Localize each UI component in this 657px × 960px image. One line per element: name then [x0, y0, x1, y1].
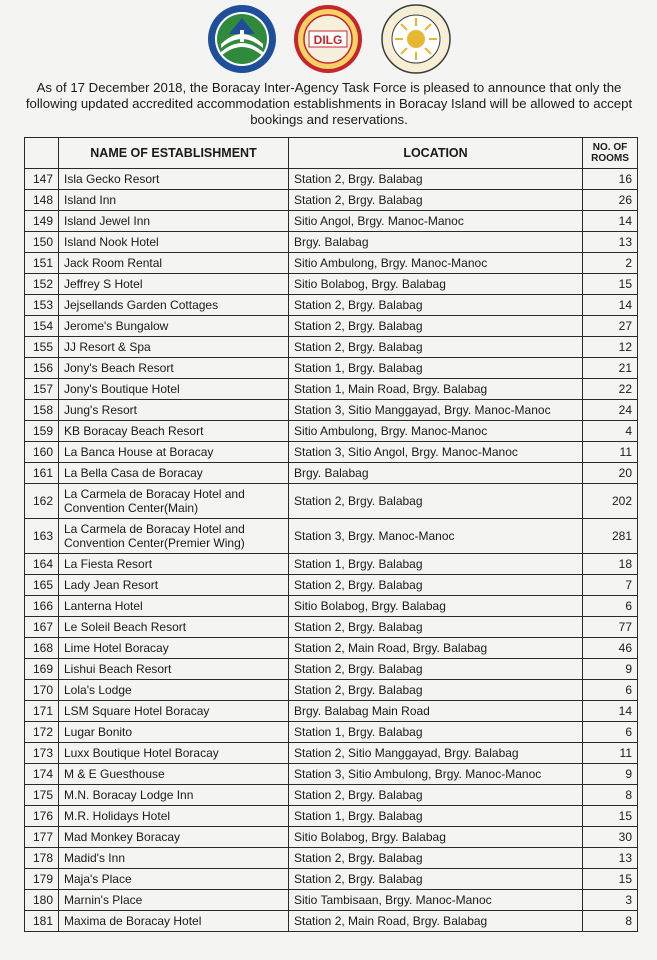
room-count: 9 — [583, 659, 638, 680]
establishment-location: Station 2, Main Road, Brgy. Balabag — [289, 911, 583, 932]
row-number: 166 — [25, 596, 59, 617]
row-number: 171 — [25, 701, 59, 722]
establishment-name: Luxx Boutique Hotel Boracay — [59, 743, 289, 764]
establishment-name: M.N. Boracay Lodge Inn — [59, 785, 289, 806]
table-row — [25, 785, 638, 806]
establishment-location: Station 2, Brgy. Balabag — [289, 316, 583, 337]
establishment-name: Lanterna Hotel — [59, 596, 289, 617]
room-count: 7 — [583, 575, 638, 596]
table-row — [25, 890, 638, 911]
room-count: 11 — [583, 743, 638, 764]
establishment-name: Lady Jean Resort — [59, 575, 289, 596]
room-count: 15 — [583, 869, 638, 890]
room-count: 15 — [583, 274, 638, 295]
room-count: 6 — [583, 680, 638, 701]
room-count: 14 — [583, 211, 638, 232]
table-row — [25, 680, 638, 701]
row-number: 157 — [25, 379, 59, 400]
establishment-location: Station 1, Brgy. Balabag — [289, 358, 583, 379]
row-number: 161 — [25, 463, 59, 484]
table-row — [25, 211, 638, 232]
establishment-name: La Bella Casa de Boracay — [59, 463, 289, 484]
establishment-location: Sitio Bolabog, Brgy. Balabag — [289, 827, 583, 848]
establishment-location: Station 1, Main Road, Brgy. Balabag — [289, 379, 583, 400]
table-row — [25, 722, 638, 743]
establishment-location: Station 2, Brgy. Balabag — [289, 575, 583, 596]
room-count: 202 — [583, 484, 638, 519]
establishment-location: Sitio Ambulong, Brgy. Manoc-Manoc — [289, 421, 583, 442]
room-count: 6 — [583, 722, 638, 743]
establishment-location: Station 3, Sitio Angol, Brgy. Manoc-Manoc — [289, 442, 583, 463]
establishment-name: Jony's Beach Resort — [59, 358, 289, 379]
establishment-location: Brgy. Balabag — [289, 232, 583, 253]
room-count: 2 — [583, 253, 638, 274]
room-count: 22 — [583, 379, 638, 400]
establishment-name: Island Jewel Inn — [59, 211, 289, 232]
establishment-location: Station 1, Brgy. Balabag — [289, 554, 583, 575]
row-number: 159 — [25, 421, 59, 442]
table-row — [25, 806, 638, 827]
establishment-location: Station 2, Brgy. Balabag — [289, 617, 583, 638]
table-row — [25, 554, 638, 575]
header-number — [25, 138, 59, 169]
room-count: 16 — [583, 169, 638, 190]
room-count: 9 — [583, 764, 638, 785]
establishment-location: Sitio Angol, Brgy. Manoc-Manoc — [289, 211, 583, 232]
establishment-location: Station 2, Brgy. Balabag — [289, 337, 583, 358]
table-row — [25, 659, 638, 680]
table-row — [25, 701, 638, 722]
establishment-name: Lishui Beach Resort — [59, 659, 289, 680]
row-number: 149 — [25, 211, 59, 232]
establishment-location: Sitio Ambulong, Brgy. Manoc-Manoc — [289, 253, 583, 274]
establishment-name: La Banca House at Boracay — [59, 442, 289, 463]
table-row — [25, 743, 638, 764]
room-count: 24 — [583, 400, 638, 421]
establishment-location: Sitio Bolabog, Brgy. Balabag — [289, 274, 583, 295]
establishment-location: Sitio Tambisaan, Brgy. Manoc-Manoc — [289, 890, 583, 911]
establishment-location: Station 1, Brgy. Balabag — [289, 806, 583, 827]
establishment-location: Brgy. Balabag Main Road — [289, 701, 583, 722]
room-count: 14 — [583, 701, 638, 722]
row-number: 168 — [25, 638, 59, 659]
table-row — [25, 484, 638, 519]
room-count: 77 — [583, 617, 638, 638]
establishment-name: Jung's Resort — [59, 400, 289, 421]
room-count: 3 — [583, 890, 638, 911]
row-number: 179 — [25, 869, 59, 890]
establishment-name: Marnin's Place — [59, 890, 289, 911]
establishment-location: Station 2, Brgy. Balabag — [289, 869, 583, 890]
row-number: 176 — [25, 806, 59, 827]
row-number: 150 — [25, 232, 59, 253]
establishment-location: Station 2, Brgy. Balabag — [289, 659, 583, 680]
table-row — [25, 848, 638, 869]
row-number: 169 — [25, 659, 59, 680]
announcement-text: As of 17 December 2018, the Boracay Inter-Agency Task Force is pleased to announce that only the following updated accredited accommodation establishments in Boracay Island will be allowed to accept bookings and reservations. — [25, 80, 633, 127]
table-body — [25, 169, 638, 932]
row-number: 160 — [25, 442, 59, 463]
establishment-name: KB Boracay Beach Resort — [59, 421, 289, 442]
establishment-location: Station 2, Brgy. Balabag — [289, 169, 583, 190]
row-number: 155 — [25, 337, 59, 358]
header-name-of-establishment: NAME OF ESTABLISHMENT — [59, 138, 289, 169]
row-number: 173 — [25, 743, 59, 764]
establishment-name: Lola's Lodge — [59, 680, 289, 701]
establishment-name: Island Nook Hotel — [59, 232, 289, 253]
row-number: 167 — [25, 617, 59, 638]
table-row — [25, 463, 638, 484]
establishment-location: Station 2, Sitio Manggayad, Brgy. Balabag — [289, 743, 583, 764]
row-number: 177 — [25, 827, 59, 848]
row-number: 156 — [25, 358, 59, 379]
table-row — [25, 316, 638, 337]
establishment-name: JJ Resort & Spa — [59, 337, 289, 358]
room-count: 46 — [583, 638, 638, 659]
row-number: 180 — [25, 890, 59, 911]
row-number: 151 — [25, 253, 59, 274]
establishment-name: M.R. Holidays Hotel — [59, 806, 289, 827]
room-count: 13 — [583, 232, 638, 253]
establishment-name: Lugar Bonito — [59, 722, 289, 743]
establishment-name: Isla Gecko Resort — [59, 169, 289, 190]
room-count: 12 — [583, 337, 638, 358]
establishment-name: M & E Guesthouse — [59, 764, 289, 785]
establishment-name: Island Inn — [59, 190, 289, 211]
row-number: 158 — [25, 400, 59, 421]
table-row — [25, 253, 638, 274]
establishment-location: Sitio Bolabog, Brgy. Balabag — [289, 596, 583, 617]
row-number: 162 — [25, 484, 59, 519]
table-row — [25, 421, 638, 442]
denr-seal-logo — [207, 4, 277, 74]
establishment-name: Mad Monkey Boracay — [59, 827, 289, 848]
row-number: 163 — [25, 519, 59, 554]
establishment-name: La Carmela de Boracay Hotel and Convention Center(Premier Wing) — [59, 519, 289, 554]
room-count: 14 — [583, 295, 638, 316]
table-row — [25, 596, 638, 617]
table-row — [25, 575, 638, 596]
row-number: 153 — [25, 295, 59, 316]
establishment-location: Station 2, Brgy. Balabag — [289, 295, 583, 316]
row-number: 152 — [25, 274, 59, 295]
row-number: 154 — [25, 316, 59, 337]
table-row — [25, 869, 638, 890]
dot-seal-logo — [381, 4, 451, 74]
row-number: 172 — [25, 722, 59, 743]
room-count: 281 — [583, 519, 638, 554]
room-count: 30 — [583, 827, 638, 848]
establishment-name: Jony's Boutique Hotel — [59, 379, 289, 400]
room-count: 21 — [583, 358, 638, 379]
establishment-name: Maxima de Boracay Hotel — [59, 911, 289, 932]
establishment-location: Station 2, Brgy. Balabag — [289, 680, 583, 701]
establishment-location: Station 3, Brgy. Manoc-Manoc — [289, 519, 583, 554]
table-row — [25, 827, 638, 848]
table-row — [25, 169, 638, 190]
row-number: 170 — [25, 680, 59, 701]
header-location: LOCATION — [289, 138, 583, 169]
room-count: 6 — [583, 596, 638, 617]
row-number: 175 — [25, 785, 59, 806]
room-count: 8 — [583, 911, 638, 932]
establishment-name: Maja's Place — [59, 869, 289, 890]
row-number: 181 — [25, 911, 59, 932]
dilg-seal-logo — [293, 4, 363, 74]
table-row — [25, 911, 638, 932]
establishment-location: Station 2, Brgy. Balabag — [289, 848, 583, 869]
establishment-name: Madid's Inn — [59, 848, 289, 869]
establishment-location: Station 3, Sitio Manggayad, Brgy. Manoc-Manoc — [289, 400, 583, 421]
row-number: 148 — [25, 190, 59, 211]
room-count: 13 — [583, 848, 638, 869]
room-count: 20 — [583, 463, 638, 484]
room-count: 4 — [583, 421, 638, 442]
establishment-name: Lime Hotel Boracay — [59, 638, 289, 659]
establishment-name: Jerome's Bungalow — [59, 316, 289, 337]
establishment-name: Jejsellands Garden Cottages — [59, 295, 289, 316]
table-row — [25, 617, 638, 638]
establishment-location: Station 2, Main Road, Brgy. Balabag — [289, 638, 583, 659]
establishment-location: Station 1, Brgy. Balabag — [289, 722, 583, 743]
table-row — [25, 232, 638, 253]
room-count: 26 — [583, 190, 638, 211]
table-row — [25, 379, 638, 400]
room-count: 11 — [583, 442, 638, 463]
row-number: 165 — [25, 575, 59, 596]
table-row — [25, 638, 638, 659]
table-row — [25, 190, 638, 211]
row-number: 147 — [25, 169, 59, 190]
table-row — [25, 442, 638, 463]
room-count: 8 — [583, 785, 638, 806]
establishment-name: Jack Room Rental — [59, 253, 289, 274]
room-count: 15 — [583, 806, 638, 827]
accredited-establishments-table — [24, 137, 638, 932]
table-row — [25, 764, 638, 785]
table-row — [25, 358, 638, 379]
establishment-location: Brgy. Balabag — [289, 463, 583, 484]
government-logos — [0, 4, 657, 76]
table-row — [25, 337, 638, 358]
row-number: 178 — [25, 848, 59, 869]
svg-text:DILG: DILG — [313, 33, 343, 47]
establishment-name: LSM Square Hotel Boracay — [59, 701, 289, 722]
establishment-location: Station 2, Brgy. Balabag — [289, 484, 583, 519]
establishment-location: Station 3, Sitio Ambulong, Brgy. Manoc-Manoc — [289, 764, 583, 785]
table-row — [25, 400, 638, 421]
table-row — [25, 295, 638, 316]
row-number: 164 — [25, 554, 59, 575]
establishment-name: La Carmela de Boracay Hotel and Convention Center(Main) — [59, 484, 289, 519]
table-row — [25, 519, 638, 554]
establishment-location: Station 2, Brgy. Balabag — [289, 785, 583, 806]
establishment-name: Le Soleil Beach Resort — [59, 617, 289, 638]
room-count: 27 — [583, 316, 638, 337]
establishment-name: La Fiesta Resort — [59, 554, 289, 575]
table-row — [25, 274, 638, 295]
room-count: 18 — [583, 554, 638, 575]
table-header-row — [25, 138, 638, 169]
establishment-name: Jeffrey S Hotel — [59, 274, 289, 295]
row-number: 174 — [25, 764, 59, 785]
establishment-location: Station 2, Brgy. Balabag — [289, 190, 583, 211]
header-no-of-rooms: NO. OF ROOMS — [583, 138, 638, 169]
